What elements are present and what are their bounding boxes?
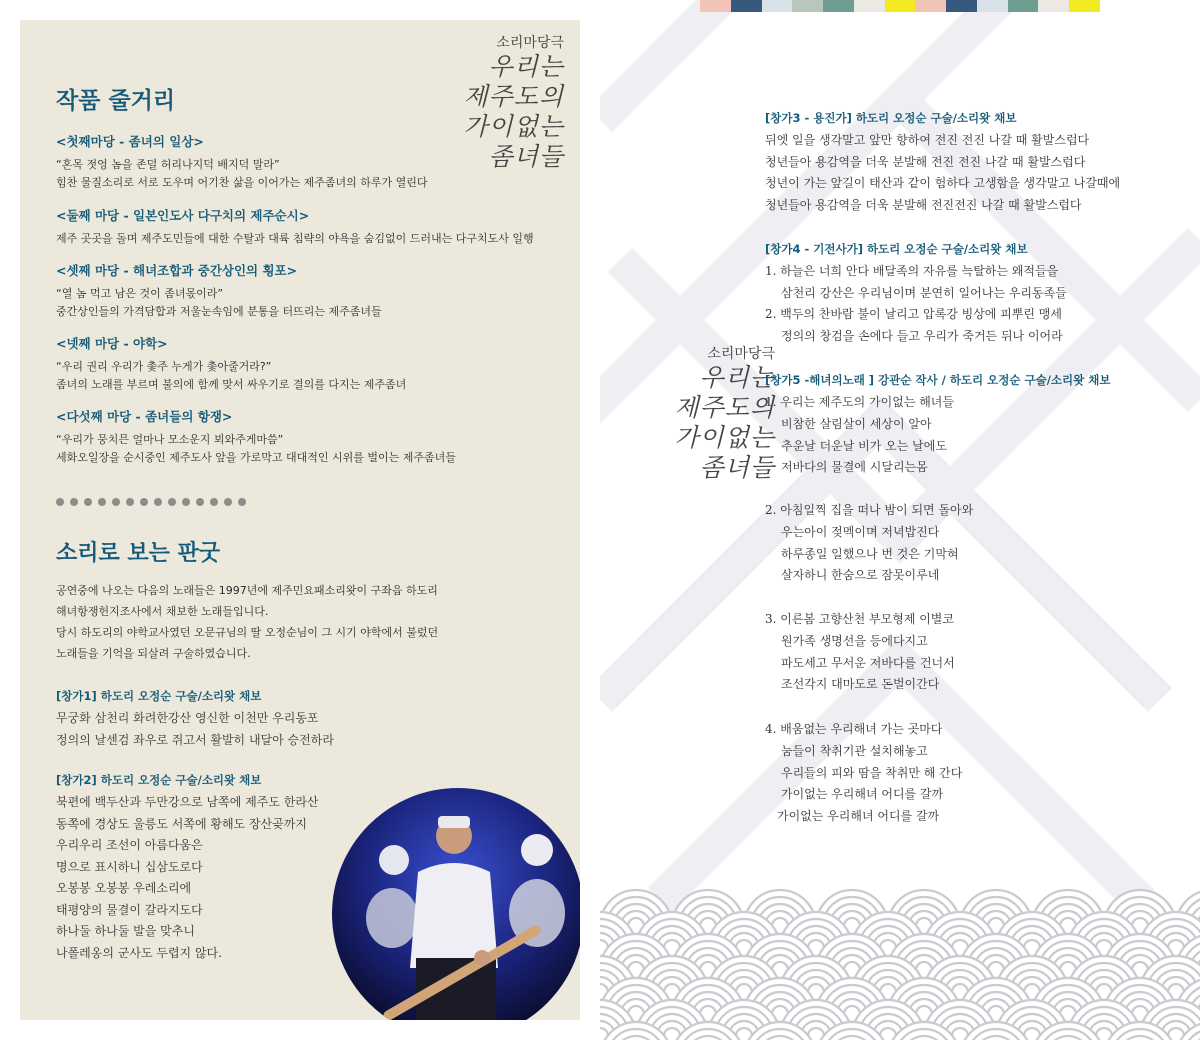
verse-line: 비참한 살림살이 세상이 알아 xyxy=(781,416,932,431)
song-line: 청년들아 용감역을 더욱 분발해 전진전진 나갈 때 활발스럽다 xyxy=(765,197,1082,212)
song-title: [창가4 - 기전사가] 하도리 오정순 구술/소리왓 채보 xyxy=(765,242,1028,256)
song-title: [창가5 -해녀의노래 ] 강관순 작사 / 하도리 오정순 구술/소리왓 채보 xyxy=(765,373,1111,387)
song-line: 1. 하늘은 너희 안다 배달족의 자유를 늑탈하는 왜적들을 xyxy=(765,264,1059,278)
verse-line: 살자하니 한숨으로 잠못이루네 xyxy=(781,568,940,583)
song-line: 청년이 가는 앞길이 태산과 같이 험하다 고생함을 생각말고 나갈때에 xyxy=(765,176,1121,190)
performance-photo xyxy=(332,788,580,1020)
brand-line: 우리는 xyxy=(699,363,775,392)
act-line: “열 놈 먹고 남은 것이 좀녀몫이라” xyxy=(56,287,224,300)
left-panel xyxy=(20,20,580,1020)
song-title: [창가3 - 용진가] 하도리 오정순 구술/소리왓 채보 xyxy=(765,111,1017,125)
song-line: 우리우리 조선이 아름다움은 xyxy=(56,838,203,852)
act-title: <첫째마당 - 좀녀의 일상> xyxy=(56,134,204,149)
color-swatch xyxy=(731,0,762,12)
act-line: “우리가 뭉치믄 얼마나 모소운지 뵈와주게마씀” xyxy=(56,433,284,446)
verse-line: 우는아이 젖멕이며 저녁밥진다 xyxy=(781,524,940,539)
act-block xyxy=(56,132,556,192)
act-block xyxy=(56,261,556,321)
act-block xyxy=(56,407,556,467)
dot-divider xyxy=(56,498,246,506)
brand-line: 가이없는 xyxy=(463,112,564,141)
act-line: 중간상인들의 가격담합과 저울눈속임에 분통을 터뜨리는 제주좀녀들 xyxy=(56,305,382,318)
brand-line: 좀녀들 xyxy=(488,142,564,171)
song-block xyxy=(765,372,1185,392)
song-line: 정의의 창검을 손에다 들고 우리가 죽거든 뒤나 이어라 xyxy=(781,328,1063,343)
act-line: 제주 곳곳을 돌며 제주도민들에 대한 수탈과 대륙 침략의 야욕을 숨김없이 드러내는 다구치도사 일행 xyxy=(56,232,534,245)
song-block xyxy=(765,110,1185,216)
brand-line: 가이없는 xyxy=(674,423,775,452)
verse-line: 3. 이른봄 고향산천 부모형제 이별코 xyxy=(765,612,954,626)
color-swatch xyxy=(977,0,1008,12)
song-line: 뒤엣 일을 생각말고 앞만 향하여 전진 전진 나갈 때 활발스럽다 xyxy=(765,133,1090,147)
pansori-title: 소리로 보는 판굿 xyxy=(56,540,221,566)
song-line: 명으로 표시하니 십삼도로다 xyxy=(56,859,203,874)
act-line: “우리 권리 우리가 촟주 누게가 촟아줄거라?” xyxy=(56,360,272,373)
song-line: 오봉봉 오봉봉 우레소리에 xyxy=(56,881,192,895)
verse-2 xyxy=(765,500,973,587)
brand-line: 우리는 xyxy=(488,52,564,81)
act-title: <둘째 마당 - 일본인도사 다구치의 제주순시> xyxy=(56,208,310,223)
synopsis-title: 작품 줄거리 xyxy=(56,87,176,114)
song-line: 북편에 백두산과 두만강으로 남쪽에 제주도 한라산 xyxy=(56,795,319,809)
color-stripe-bar xyxy=(700,0,1100,12)
color-swatch xyxy=(792,0,823,12)
verse-line: 파도세고 무서운 저바다를 건너서 xyxy=(781,655,955,670)
intro-line: 해녀항쟁헌지조사에서 채보한 노래들입니다. xyxy=(56,605,269,618)
song-line: 나폴레옹의 군사도 두렵지 않다. xyxy=(56,945,222,960)
color-swatch xyxy=(700,0,731,12)
intro-line: 노래들을 기억을 되살려 구술하였습니다. xyxy=(56,647,251,660)
song-line: 삼천리 강산은 우리님이며 분연히 일어나는 우리동족들 xyxy=(781,285,1067,300)
brand-line: 제주도의 xyxy=(674,393,775,422)
verse-line: 눔들이 착취기관 설치해놓고 xyxy=(781,743,928,758)
song-block xyxy=(765,241,1185,347)
right-panel xyxy=(600,0,1200,1040)
song-line: 정의의 날센검 좌우로 쥐고서 활발히 내달아 승전하라 xyxy=(56,732,334,747)
act-title: <다섯째 마당 - 좀녀들의 항쟁> xyxy=(56,409,233,424)
song-title: [창가1] 하도리 오정순 구술/소리왓 채보 xyxy=(56,689,262,703)
song-title: [창가2] 하도리 오정순 구술/소리왓 채보 xyxy=(56,773,262,787)
song-line: 2. 백두의 찬바람 불이 날리고 압록강 빙상에 피뿌린 맹세 xyxy=(765,307,1062,321)
act-title: <셋째 마당 - 해녀조합과 중간상인의 횡포> xyxy=(56,263,298,278)
color-swatch xyxy=(885,0,916,12)
act-block xyxy=(56,206,556,248)
brand-line: 제주도의 xyxy=(463,82,564,111)
verse-1 xyxy=(765,392,954,479)
song-line: 태평양의 물결이 갈라지도다 xyxy=(56,902,203,917)
song-line: 하나둘 하나둘 발을 맞추니 xyxy=(56,924,195,938)
verse-line: 우리들의 피와 땀을 착취만 해 간다 xyxy=(781,765,963,780)
intro-line: 당시 하도리의 야학교사였던 오문규님의 딸 오정순님이 그 시기 야학에서 불렀던 xyxy=(56,626,439,639)
act-block xyxy=(56,334,556,394)
song-line: 무궁화 삼천리 화려한강산 영신한 이천만 우리동포 xyxy=(56,711,319,725)
song-line: 동쪽에 경상도 울릉도 서쪽에 황해도 장산곶까지 xyxy=(56,816,307,831)
color-swatch xyxy=(762,0,793,12)
brand-small: 소리마당극 xyxy=(707,346,775,362)
act-line: 좀녀의 노래를 부르며 불의에 함께 맞서 싸우기로 결의를 다지는 제주좀녀 xyxy=(56,378,407,391)
verse-3 xyxy=(765,609,955,696)
verse-4 xyxy=(765,719,962,828)
brand-logo xyxy=(645,343,775,483)
color-swatch xyxy=(915,0,946,12)
color-swatch xyxy=(1069,0,1100,12)
intro-text xyxy=(56,580,556,664)
verse-line: 하루종일 일했으나 번 것은 기막혀 xyxy=(781,546,959,561)
verse-line: 원가족 생명선을 등에다지고 xyxy=(781,633,928,648)
color-swatch xyxy=(1038,0,1069,12)
act-title: <넷째 마당 - 야학> xyxy=(56,336,168,351)
verse-line: 2. 아침일찍 집을 떠나 밤이 되면 돌아와 xyxy=(765,503,974,517)
act-line: 세화오일장을 순시중인 제주도사 앞을 가로막고 대대적인 시위를 벌이는 제주좀녀들 xyxy=(56,451,456,464)
color-swatch xyxy=(823,0,854,12)
verse-line: 조선각지 대마도로 돈벌이간다 xyxy=(781,677,940,692)
brand-line: 좀녀들 xyxy=(699,453,775,482)
verse-line: 4. 배움없는 우리해녀 가는 곳마다 xyxy=(765,722,943,736)
verse-line: 저바다의 물결에 시달리는몸 xyxy=(781,460,928,475)
color-swatch xyxy=(1008,0,1039,12)
verse-line: 가이없는 우리해녀 어디를 갈까 xyxy=(777,809,940,824)
act-line: 힘찬 물질소리로 서로 도우며 어기찬 삶을 이어가는 제주좀녀의 하루가 열린다 xyxy=(56,176,428,189)
color-swatch xyxy=(854,0,885,12)
wave-pattern xyxy=(600,880,1200,1040)
performance-photo-image xyxy=(332,788,580,1020)
color-swatch xyxy=(946,0,977,12)
intro-line: 공연중에 나오는 다음의 노래들은 1997년에 제주민요패소리왓이 구좌읍 하도리 xyxy=(56,584,438,597)
verse-line: 1. 우리는 제주도의 가이없는 해녀들 xyxy=(765,395,954,409)
verse-line: 가이없는 우리해녀 어디를 갈까 xyxy=(781,787,944,802)
act-line: “혼목 젓엉 놈을 존덜 허리나지덕 배지덕 말라” xyxy=(56,158,280,171)
brand-small: 소리마당극 xyxy=(496,35,564,51)
verse-line: 추운날 더운날 비가 오는 날에도 xyxy=(781,438,947,453)
song-block xyxy=(56,688,556,751)
song-line: 청년들아 용감역을 더욱 분발해 전진 전진 나갈 때 활발스럽다 xyxy=(765,154,1086,169)
